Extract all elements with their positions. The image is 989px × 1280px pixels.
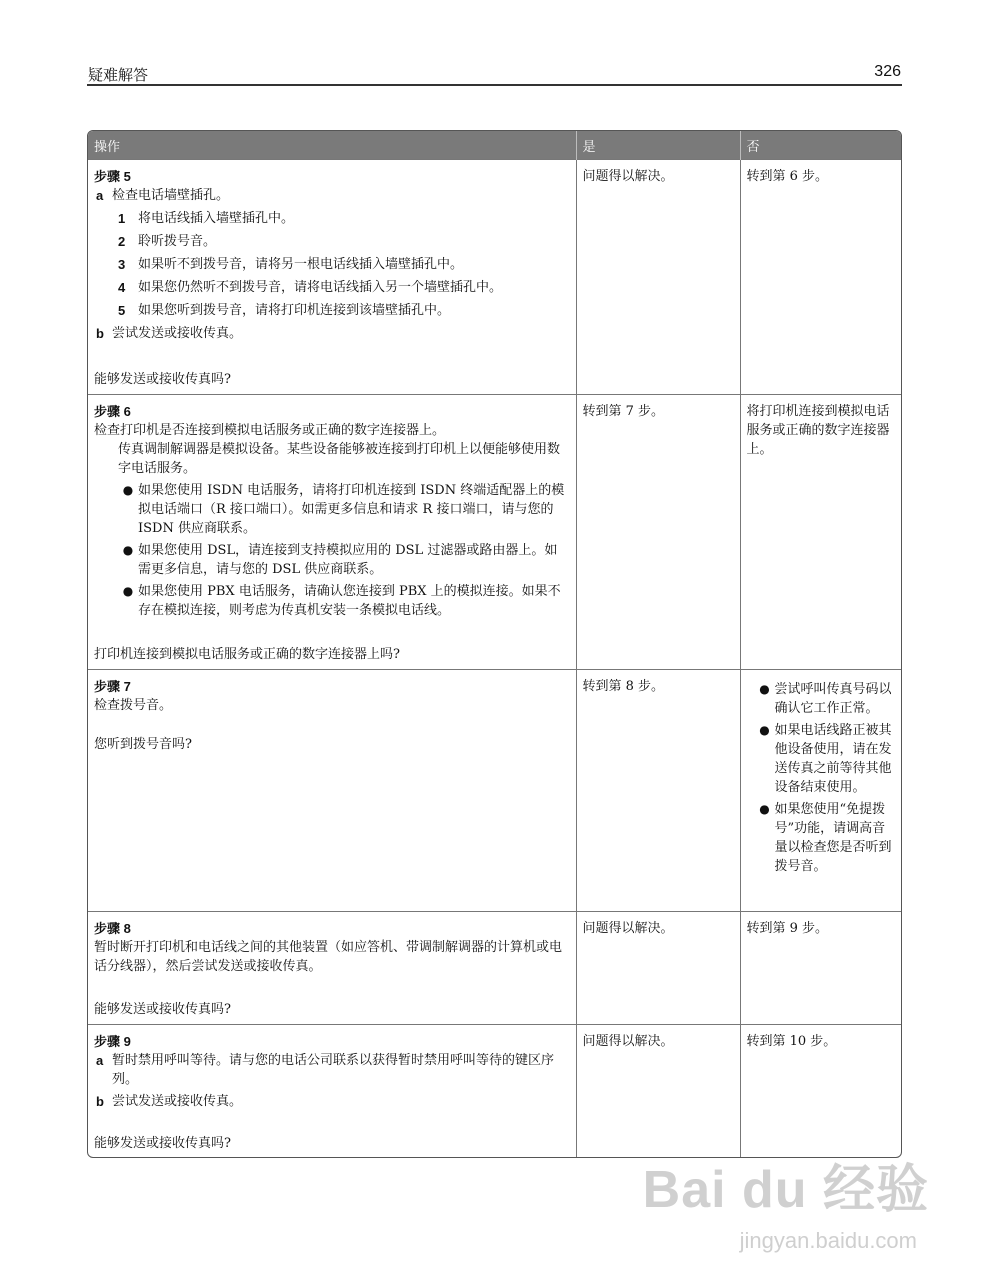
step-intro: 检查拨号音。 (94, 698, 173, 713)
step-title: 步骤 8 (94, 921, 131, 936)
table-row (88, 395, 902, 670)
action-cell (88, 670, 576, 912)
header-divider (87, 84, 902, 86)
action-cell (88, 395, 576, 670)
list-item: ● 如果您使用 ISDN 电话服务，请将打印机连接到 ISDN 终端适配器上的模拟电话端口（R 接口端口）。如需更多信息和请求 R 接口端口，请与您的 ISDN 供应商联系。 (94, 481, 570, 538)
no-cell: 将打印机连接到模拟电话服务或正确的数字连接器上。 (740, 395, 902, 670)
step-question: 能够发送或接收传真吗? (94, 372, 231, 387)
step-title: 步骤 6 (94, 404, 131, 419)
table-row (88, 670, 902, 912)
list-item: 2 聆听拨号音。 (118, 234, 217, 249)
list-item: b 尝试发送或接收传真。 (96, 1094, 243, 1109)
list-item: 1 将电话线插入墙壁插孔中。 (118, 211, 295, 226)
no-cell: 转到第 6 步。 (740, 160, 902, 395)
bullet-icon: ● (122, 543, 134, 557)
bullet-icon: ● (759, 723, 770, 737)
step-title: 步骤 5 (94, 169, 131, 184)
watermark-url: jingyan.baidu.com (739, 1228, 917, 1253)
action-cell (88, 160, 576, 395)
yes-cell: 转到第 7 步。 (576, 395, 740, 670)
list-item: a 检查电话墙壁插孔。 (96, 188, 230, 203)
list-item: 4 如果您仍然听不到拨号音，请将电话线插入另一个墙壁插孔中。 (118, 280, 503, 295)
list-item: ● 如果您使用 PBX 电话服务，请确认您连接到 PBX 上的模拟连接。如果不存在模拟连接，则考虑为传真机安装一条模拟电话线。 (94, 582, 570, 620)
list-item: ● 尝试呼叫传真号码以确认它工作正常。 (747, 680, 898, 718)
step-question: 能够发送或接收传真吗? (94, 1002, 231, 1017)
action-cell (88, 912, 576, 1025)
yes-cell: 问题得以解决。 (576, 912, 740, 1025)
column-header-yes: 是 (576, 131, 740, 160)
list-item: ● 如果电话线路正被其他设备使用，请在发送传真之前等待其他设备结束使用。 (747, 721, 898, 797)
table-header-row (88, 131, 902, 160)
table-row (88, 1025, 902, 1158)
action-cell (88, 1025, 576, 1158)
list-item: 5 如果您听到拨号音，请将打印机连接到该墙壁插孔中。 (118, 303, 451, 318)
step-title: 步骤 7 (94, 679, 131, 694)
yes-cell: 转到第 8 步。 (576, 670, 740, 912)
step-title: 步骤 9 (94, 1034, 131, 1049)
watermark-logo: Bai du 经验 (642, 1161, 929, 1219)
no-cell: 转到第 9 步。 (740, 912, 902, 1025)
list-item: b 尝试发送或接收传真。 (96, 326, 243, 341)
bullet-icon: ● (759, 802, 770, 816)
list-item: ● 如果您使用“免提拨号”功能，请调高音量以检查您是否听到拨号音。 (747, 800, 898, 876)
column-header-action: 操作 (88, 131, 576, 160)
bullet-icon: ● (759, 682, 770, 696)
no-cell (740, 670, 902, 912)
yes-cell: 问题得以解决。 (576, 160, 740, 395)
list-item: ● 如果您使用 DSL，请连接到支持模拟应用的 DSL 过滤器或路由器上。如需更多信息，请与您的 DSL 供应商联系。 (94, 541, 570, 579)
table-row (88, 160, 902, 395)
step-intro: 检查打印机是否连接到模拟电话服务或正确的数字连接器上。 (94, 423, 446, 438)
step-intro: 暂时断开打印机和电话线之间的其他装置（如应答机、带调制解调器的计算机或电话分线器），然后尝试发送或接收传真。 (94, 940, 563, 974)
step-question: 能够发送或接收传真吗? (94, 1135, 231, 1151)
list-item: a 暂时禁用呼叫等待。请与您的电话公司联系以获得暂时禁用呼叫等待的键区序列。 (96, 1053, 555, 1087)
section-title: 疑难解答 (88, 66, 149, 84)
column-header-no: 否 (740, 131, 902, 160)
bullet-icon: ● (122, 483, 134, 497)
page-number: 326 (874, 63, 901, 80)
step-question: 打印机连接到模拟电话服务或正确的数字连接器上吗? (94, 647, 400, 662)
bullet-icon: ● (122, 584, 134, 598)
troubleshooting-table (87, 130, 902, 1158)
no-cell: 转到第 10 步。 (740, 1025, 902, 1158)
step-question: 您听到拨号音吗? (94, 737, 192, 752)
table-row (88, 912, 902, 1025)
step-note: 传真调制解调器是模拟设备。某些设备能够被连接到打印机上以便能够使用数字电话服务。 (118, 442, 561, 476)
list-item: 3 如果听不到拨号音，请将另一根电话线插入墙壁插孔中。 (118, 257, 464, 272)
yes-cell: 问题得以解决。 (576, 1025, 740, 1158)
